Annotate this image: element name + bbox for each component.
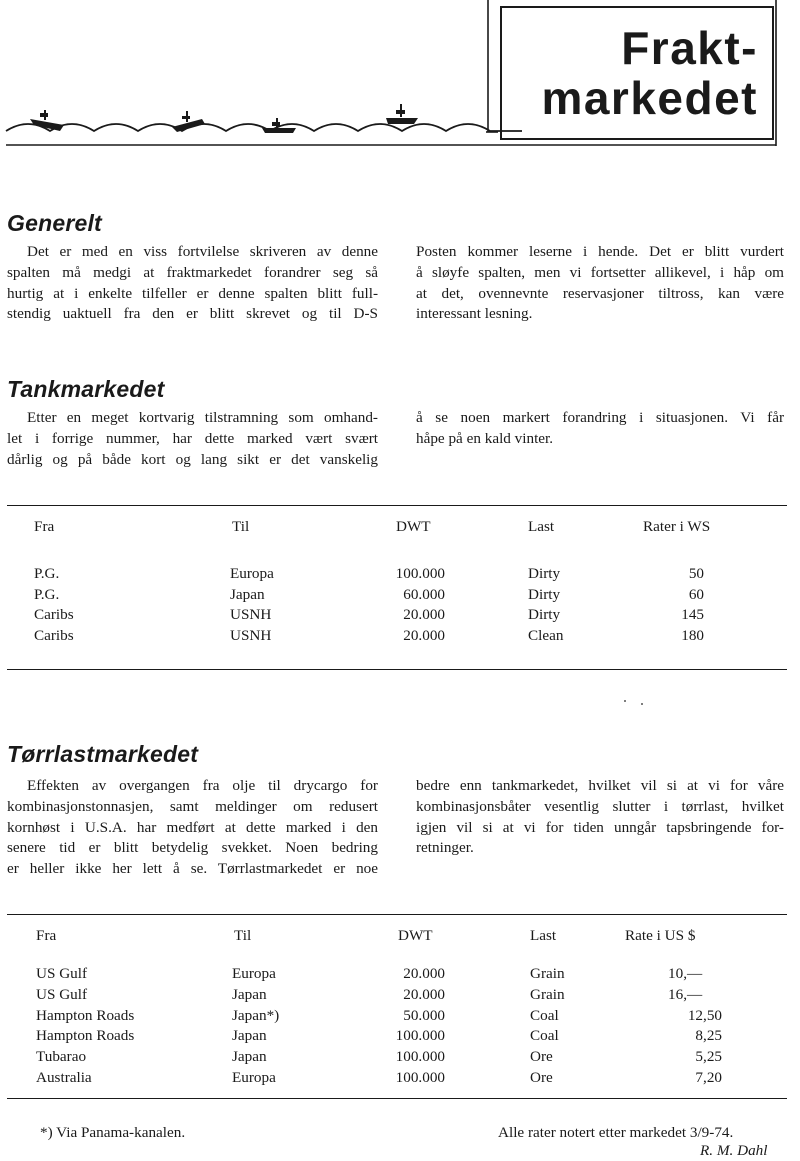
column-header-rate: Rater i WS [643, 518, 711, 535]
cell-til: Japan [232, 1048, 267, 1066]
table-row [0, 965, 800, 986]
cell-fra: Hampton Roads [36, 1027, 135, 1045]
cell-dwt: 100.000 [395, 1048, 445, 1066]
ship-icon [172, 111, 205, 132]
text-line: Det er med en viss fortvilelse skriveren av denne [27, 243, 378, 260]
cell-last: Grain [530, 965, 565, 982]
print-speck [641, 703, 643, 705]
text-line: at det, ovennevnte reservasjoner tiltross, kan være [416, 284, 784, 302]
text-line: spalten må medgi at fraktmarkedet forandrer seg så [7, 263, 378, 281]
cell-fra: US Gulf [36, 985, 88, 1003]
text-line: hurtig at i enkelte tilfeller er denne spalten blitt full- [7, 284, 378, 302]
column-header-fra: Fra [36, 927, 57, 944]
cell-last: Coal [530, 1006, 559, 1024]
cell-rate: 145 [681, 606, 704, 623]
column-header-til: Til [232, 518, 250, 535]
table-row [0, 1069, 800, 1090]
cell-til: Japan [232, 985, 267, 1003]
text-line: stendig uaktuell fra den er blitt skrevet og til D-S [7, 305, 378, 323]
cell-til: Japan*) [232, 1006, 280, 1024]
ship-icon [262, 118, 296, 133]
cell-dwt: 100.000 [395, 1069, 445, 1086]
cell-rate: 8,25 [695, 1027, 722, 1045]
cell-dwt: 60.000 [403, 585, 445, 603]
cell-dwt: 20.000 [403, 606, 445, 623]
table-row [0, 1048, 800, 1069]
footnote: *) Via Panama-kanalen. [40, 1124, 186, 1141]
text-line: let i forrige nummer, har dette marked vært svært [7, 429, 378, 447]
masthead-title-line-2: markedet [541, 72, 758, 124]
text-line: er heller ikke her lett å se. Tørrlastmarkedet er noe [7, 860, 378, 878]
text-line: kornhøst i U.S.A. har medført at dette marked i den [7, 818, 378, 836]
table-row [0, 1027, 800, 1048]
table-row [0, 565, 800, 586]
cell-dwt: 20.000 [403, 985, 445, 1003]
masthead-title-box [500, 6, 774, 140]
column-header-til: Til [234, 927, 252, 944]
cell-fra: P.G. [34, 565, 60, 582]
cell-rate: 16,— [668, 985, 703, 1003]
cell-dwt: 20.000 [403, 965, 445, 982]
print-speck [624, 700, 626, 702]
table-rule [7, 914, 787, 915]
cell-fra: Australia [36, 1069, 92, 1086]
cell-rate: 7,20 [695, 1069, 722, 1086]
text-line: interessant lesning. [416, 305, 533, 323]
table-row [0, 1007, 800, 1028]
text-line: å se noen markert forandring i situasjonen. Vi får [416, 409, 784, 426]
column-header-last: Last [528, 518, 555, 535]
cell-fra: P.G. [34, 585, 60, 603]
torrlast-paragraph-left [7, 776, 378, 880]
column-header-fra: Fra [34, 518, 55, 535]
cell-last: Dirty [528, 585, 561, 603]
text-line: Etter en meget kortvarig tilstramning som omhand- [27, 409, 378, 426]
cell-til: Europa [232, 965, 276, 982]
cell-fra: Tubarao [36, 1048, 87, 1066]
author-byline: R. M. Dahl [700, 1142, 768, 1159]
section-heading-generelt: Generelt [7, 210, 102, 236]
cell-til: Europa [230, 565, 274, 582]
tank-paragraph-right [416, 408, 784, 450]
cell-dwt: 20.000 [403, 626, 445, 644]
table-row [0, 986, 800, 1007]
table-rule [7, 669, 787, 670]
cell-last: Clean [528, 626, 564, 644]
table-rule [7, 505, 787, 506]
cell-til: Japan [232, 1027, 267, 1045]
text-line: å sløyfe spalten, men vi fortsetter allikevel, i håp om [416, 263, 784, 281]
column-header-dwt: DWT [398, 927, 433, 944]
cell-rate: 12,50 [687, 1006, 722, 1024]
column-header-last: Last [530, 927, 557, 944]
cell-fra: Caribs [34, 626, 74, 644]
generelt-paragraph-left [7, 242, 378, 325]
text-line: kombinasjonsbåter vesentlig slutter i tørrlast, hvilket [416, 797, 784, 815]
cell-dwt: 50.000 [403, 1006, 445, 1024]
ship-icon [386, 104, 418, 124]
cell-fra: Caribs [34, 606, 74, 623]
cell-last: Coal [530, 1027, 559, 1045]
generelt-paragraph-right [416, 242, 784, 325]
cell-til: Japan [230, 585, 265, 603]
cell-rate: 10,— [668, 965, 703, 982]
cell-til: USNH [230, 606, 272, 623]
torrlast-paragraph-right [416, 776, 784, 859]
cell-rate: 5,25 [695, 1048, 722, 1066]
text-line: Effekten av overgangen fra olje til drycargo for [27, 777, 378, 794]
text-line: bedre enn tankmarkedet, hvilket vil si at vi for våre [416, 777, 784, 794]
cell-til: Europa [232, 1069, 276, 1086]
text-line: retninger. [416, 839, 474, 857]
cell-last: Grain [530, 985, 565, 1003]
masthead-title-line-1: Frakt- [621, 22, 758, 74]
cell-last: Ore [530, 1069, 553, 1086]
column-header-rate: Rate i US $ [625, 927, 696, 944]
text-line: dårlig og på både kort og lang sikt er det vanskelig [7, 450, 378, 468]
cell-dwt: 100.000 [395, 565, 445, 582]
cell-rate: 50 [688, 565, 704, 582]
table-row [0, 606, 800, 627]
cell-rate: 180 [681, 626, 704, 644]
cell-last: Dirty [528, 606, 561, 623]
cell-til: USNH [230, 626, 272, 644]
cell-last: Ore [530, 1048, 553, 1066]
text-line: Posten kommer leserne i hende. Det er blitt vurdert [416, 243, 784, 260]
table-row [0, 627, 800, 648]
table-header-row [0, 927, 800, 948]
cell-fra: Hampton Roads [36, 1006, 135, 1024]
tank-paragraph-left [7, 408, 378, 470]
table-row [0, 586, 800, 607]
text-line: igjen vil si at vi for tiden unngår tapsbringende for- [416, 818, 784, 836]
text-line: kombinasjonstonnasjen, samt meldinger om redusert [7, 797, 378, 815]
section-heading-tankmarkedet: Tankmarkedet [7, 376, 165, 402]
ship-icon [30, 110, 64, 131]
rates-date-note: Alle rater notert etter markedet 3/9-74. [498, 1124, 734, 1141]
cell-dwt: 100.000 [395, 1027, 445, 1045]
text-line: senere tid er blitt betydelig svekket. Noen bedring [7, 839, 378, 857]
section-heading-torrlast: Tørrlastmarkedet [7, 741, 199, 767]
cell-fra: US Gulf [36, 965, 88, 982]
table-rule [7, 1098, 787, 1099]
text-line: håpe på en kald vinter. [416, 429, 554, 447]
table-header-row [0, 518, 800, 539]
cell-rate: 60 [688, 585, 704, 603]
cell-last: Dirty [528, 565, 561, 582]
column-header-dwt: DWT [396, 518, 431, 535]
